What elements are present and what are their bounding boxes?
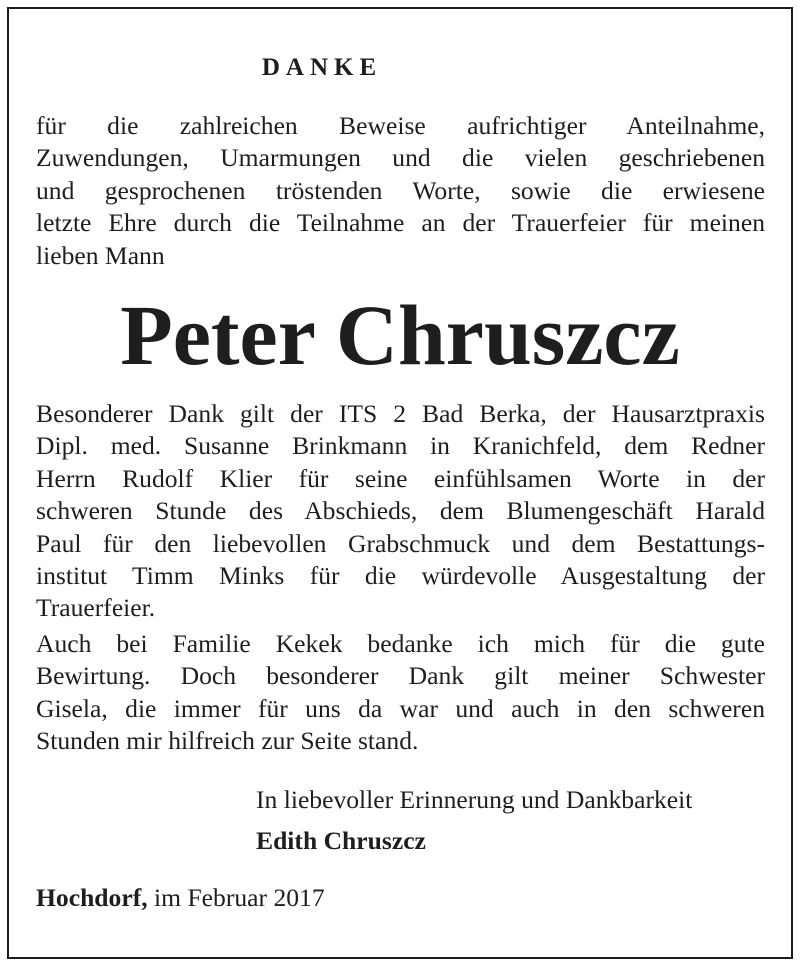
place: Hochdorf, bbox=[36, 883, 148, 912]
thanks-line: Herrn Rudolf Klier für seine einfühlsamen Worte in der bbox=[36, 463, 765, 493]
date: im Februar 2017 bbox=[154, 883, 325, 912]
intro-line: Zuwendungen, Umarmungen und die vielen geschriebenen bbox=[36, 143, 765, 173]
deceased-name: Peter Chruszcz bbox=[120, 287, 680, 383]
place-date bbox=[36, 882, 325, 914]
intro-line: für die zahlreichen Beweise aufrichtiger Anteilnahme, bbox=[36, 111, 765, 140]
family-paragraph bbox=[36, 628, 765, 758]
thanks-line: Paul für den liebevollen Grabschmuck und dem Bestattungs- bbox=[36, 528, 765, 558]
intro-line: und gesprochenen tröstenden Worte, sowie die erwiesene bbox=[36, 175, 765, 205]
closing-line: In liebevoller Erinnerung und Dankbarkeit bbox=[256, 785, 693, 814]
thanks-line: institut Timm Minks für die würdevolle Ausgestaltung der bbox=[36, 561, 765, 591]
family-line: Gisela, die immer für uns da war und auch in den schweren bbox=[36, 693, 765, 723]
family-line: Bewirtung. Doch besonderer Dank gilt meiner Schwester bbox=[36, 661, 765, 691]
thanks-line: Dipl. med. Susanne Brinkmann in Kranichfeld, dem Redner bbox=[36, 431, 765, 461]
thanks-line: schweren Stunde des Abschieds, dem Blumengeschäft Harald bbox=[36, 496, 765, 526]
family-line: Stunden mir hilfreich zur Seite stand. bbox=[36, 726, 419, 756]
thanks-line: Trauerfeier. bbox=[36, 593, 156, 623]
intro-line: letzte Ehre durch die Teilnahme an der Trauerfeier für meinen bbox=[36, 208, 765, 238]
thanks-line: Besonderer Dank gilt der ITS 2 Bad Berka, der Hausarztpraxis bbox=[36, 399, 765, 428]
intro-paragraph bbox=[36, 110, 765, 272]
intro-line: lieben Mann bbox=[36, 240, 165, 270]
thanks-paragraph bbox=[36, 398, 765, 625]
family-line: Auch bei Familie Kekek bedanke ich mich für die gute bbox=[36, 629, 765, 658]
signature: Edith Chruszcz bbox=[256, 826, 426, 855]
notice-heading: DANKE bbox=[261, 54, 383, 81]
